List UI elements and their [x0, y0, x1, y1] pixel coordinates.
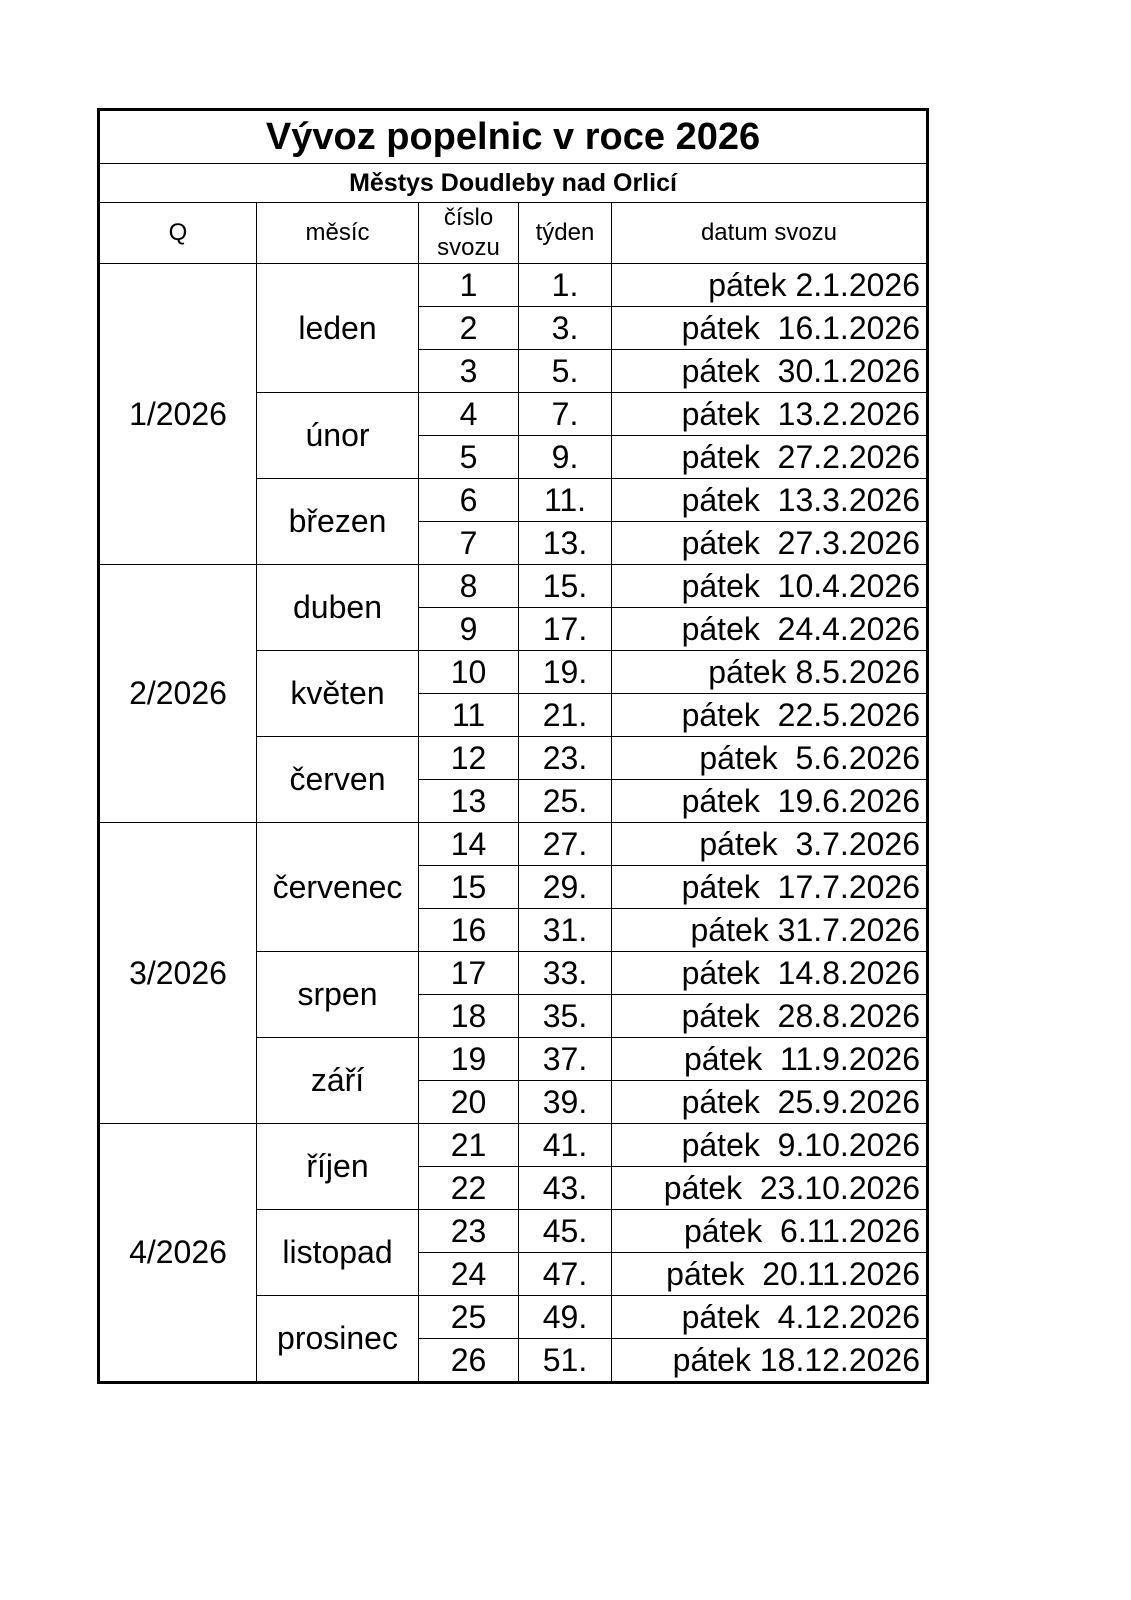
week-cell: 7.: [519, 393, 612, 436]
pickup-number-cell: 14: [419, 823, 519, 866]
pickup-number-cell: 17: [419, 952, 519, 995]
week-cell: 1.: [519, 264, 612, 307]
pickup-number-cell: 12: [419, 737, 519, 780]
pickup-number-cell: 2: [419, 307, 519, 350]
quarter-cell: 2/2026: [99, 565, 257, 823]
date-cell: pátek 28.8.2026: [612, 995, 928, 1038]
schedule-table: [97, 108, 929, 1384]
pickup-number-cell: 20: [419, 1081, 519, 1124]
month-cell: září: [257, 1038, 419, 1124]
pickup-number-cell: 26: [419, 1339, 519, 1383]
month-cell: červenec: [257, 823, 419, 952]
week-cell: 27.: [519, 823, 612, 866]
pickup-number-cell: 25: [419, 1296, 519, 1339]
date-cell: pátek 31.7.2026: [612, 909, 928, 952]
month-cell: květen: [257, 651, 419, 737]
pickup-number-cell: 21: [419, 1124, 519, 1167]
pickup-number-cell: 22: [419, 1167, 519, 1210]
date-cell: pátek 27.3.2026: [612, 522, 928, 565]
date-cell: pátek 6.11.2026: [612, 1210, 928, 1253]
pickup-number-cell: 8: [419, 565, 519, 608]
date-cell: pátek 25.9.2026: [612, 1081, 928, 1124]
table-row: [99, 823, 928, 866]
date-cell: pátek 16.1.2026: [612, 307, 928, 350]
month-cell: listopad: [257, 1210, 419, 1296]
week-cell: 33.: [519, 952, 612, 995]
date-cell: pátek 17.7.2026: [612, 866, 928, 909]
header-q: Q: [99, 203, 257, 264]
quarter-cell: 4/2026: [99, 1124, 257, 1383]
date-cell: pátek 18.12.2026: [612, 1339, 928, 1383]
pickup-number-cell: 9: [419, 608, 519, 651]
header-week: týden: [519, 203, 612, 264]
week-cell: 37.: [519, 1038, 612, 1081]
pickup-number-cell: 13: [419, 780, 519, 823]
week-cell: 49.: [519, 1296, 612, 1339]
date-cell: pátek 8.5.2026: [612, 651, 928, 694]
date-cell: pátek 9.10.2026: [612, 1124, 928, 1167]
week-cell: 19.: [519, 651, 612, 694]
pickup-number-cell: 19: [419, 1038, 519, 1081]
week-cell: 47.: [519, 1253, 612, 1296]
week-cell: 45.: [519, 1210, 612, 1253]
document-subtitle: Městys Doudleby nad Orlicí: [99, 164, 928, 203]
month-cell: prosinec: [257, 1296, 419, 1383]
week-cell: 41.: [519, 1124, 612, 1167]
header-date: datum svozu: [612, 203, 928, 264]
week-cell: 3.: [519, 307, 612, 350]
week-cell: 39.: [519, 1081, 612, 1124]
month-cell: říjen: [257, 1124, 419, 1210]
date-cell: pátek 19.6.2026: [612, 780, 928, 823]
pickup-number-cell: 4: [419, 393, 519, 436]
week-cell: 29.: [519, 866, 612, 909]
date-cell: pátek 30.1.2026: [612, 350, 928, 393]
month-cell: červen: [257, 737, 419, 823]
pickup-number-cell: 24: [419, 1253, 519, 1296]
pickup-number-cell: 18: [419, 995, 519, 1038]
header-pickup-number-line2: svozu: [437, 234, 500, 261]
pickup-number-cell: 7: [419, 522, 519, 565]
week-cell: 11.: [519, 479, 612, 522]
table-row: [99, 565, 928, 608]
document-title: Vývoz popelnic v roce 2026: [99, 110, 928, 164]
date-cell: pátek 22.5.2026: [612, 694, 928, 737]
pickup-number-cell: 3: [419, 350, 519, 393]
date-cell: pátek 23.10.2026: [612, 1167, 928, 1210]
header-pickup-number-line1: číslo: [443, 204, 494, 231]
date-cell: pátek 24.4.2026: [612, 608, 928, 651]
pickup-number-cell: 5: [419, 436, 519, 479]
week-cell: 13.: [519, 522, 612, 565]
week-cell: 9.: [519, 436, 612, 479]
schedule-document: [97, 108, 929, 1384]
header-month: měsíc: [257, 203, 419, 264]
date-cell: pátek 11.9.2026: [612, 1038, 928, 1081]
pickup-number-cell: 1: [419, 264, 519, 307]
week-cell: 25.: [519, 780, 612, 823]
date-cell: pátek 20.11.2026: [612, 1253, 928, 1296]
date-cell: pátek 27.2.2026: [612, 436, 928, 479]
quarter-cell: 3/2026: [99, 823, 257, 1124]
date-cell: pátek 2.1.2026: [612, 264, 928, 307]
pickup-number-cell: 10: [419, 651, 519, 694]
pickup-number-cell: 15: [419, 866, 519, 909]
date-cell: pátek 4.12.2026: [612, 1296, 928, 1339]
week-cell: 35.: [519, 995, 612, 1038]
pickup-number-cell: 6: [419, 479, 519, 522]
table-row: [99, 264, 928, 307]
quarter-cell: 1/2026: [99, 264, 257, 565]
date-cell: pátek 10.4.2026: [612, 565, 928, 608]
month-cell: leden: [257, 264, 419, 393]
date-cell: pátek 13.3.2026: [612, 479, 928, 522]
date-cell: pátek 14.8.2026: [612, 952, 928, 995]
month-cell: srpen: [257, 952, 419, 1038]
header-pickup-number: [419, 203, 519, 264]
month-cell: březen: [257, 479, 419, 565]
week-cell: 51.: [519, 1339, 612, 1383]
month-cell: duben: [257, 565, 419, 651]
week-cell: 31.: [519, 909, 612, 952]
week-cell: 17.: [519, 608, 612, 651]
pickup-number-cell: 23: [419, 1210, 519, 1253]
date-cell: pátek 5.6.2026: [612, 737, 928, 780]
pickup-number-cell: 16: [419, 909, 519, 952]
week-cell: 43.: [519, 1167, 612, 1210]
week-cell: 15.: [519, 565, 612, 608]
week-cell: 21.: [519, 694, 612, 737]
table-row: [99, 1124, 928, 1167]
date-cell: pátek 3.7.2026: [612, 823, 928, 866]
week-cell: 5.: [519, 350, 612, 393]
month-cell: únor: [257, 393, 419, 479]
header-row: [99, 203, 928, 264]
date-cell: pátek 13.2.2026: [612, 393, 928, 436]
pickup-number-cell: 11: [419, 694, 519, 737]
week-cell: 23.: [519, 737, 612, 780]
